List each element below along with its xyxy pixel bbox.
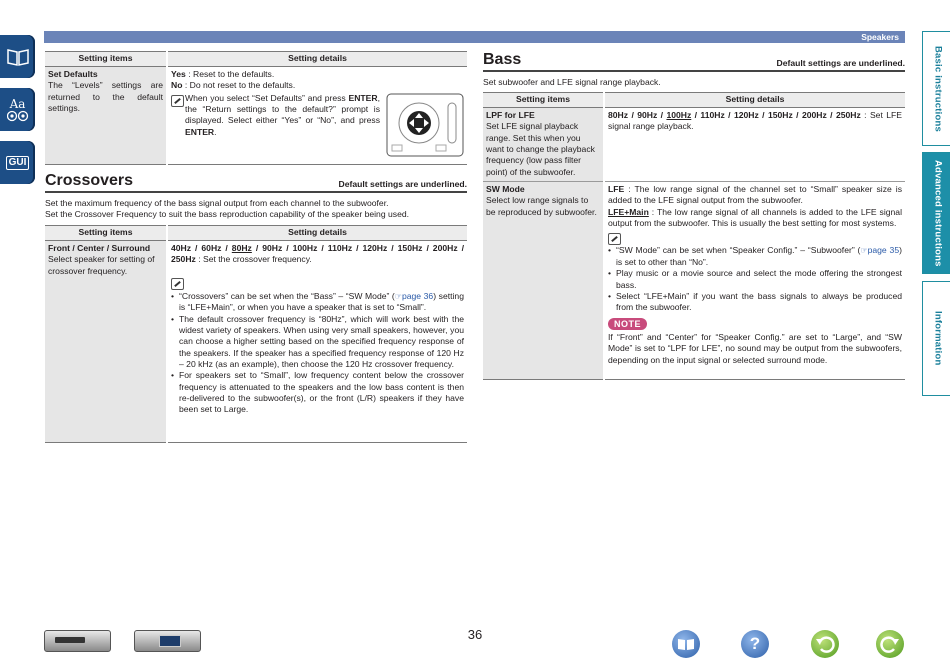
col-header: Setting items: [45, 52, 167, 67]
note-badge: NOTE: [608, 318, 647, 330]
intro-line: Set the Crossover Frequency to suit the bass reproduction capability of the speaker being used.: [45, 209, 410, 220]
list-item: • “SW Mode” can be set when “Speaker Config.” – “Subwoofer” (☞page 35) is set to other than “No”.: [608, 245, 902, 268]
manual-icon[interactable]: [672, 630, 700, 658]
default-note: Default settings are underlined.: [338, 178, 467, 189]
option-yes: Yes : Reset to the defaults.: [171, 69, 275, 79]
list-item: • Select “LFE+Main” if you want the bass signals to always be produced from the subwoofer.: [608, 291, 902, 314]
note-text: If “Front” and “Center” for “Speaker Config.” are set to “Large”, and “SW Mode” is set to “LPF for LFE”, no sound may be output from the subwoofers, depending on the input signal or selected surround mode.: [608, 332, 902, 365]
tab-information[interactable]: [922, 281, 950, 396]
tips-list: [171, 291, 464, 416]
list-item: • For speakers set to “Small”, low frequency content below the crossover frequency is attenuated to the speakers and the low bass content is then re-delivered to the subwoofer(s), or the front (L/R) speakers if they have been set to Large.: [171, 370, 464, 415]
reference-icon: ☞: [394, 291, 402, 301]
item-desc: Select speaker for setting of crossover frequency.: [48, 254, 155, 276]
col-header: Setting items: [483, 93, 604, 108]
crossovers-heading: [45, 172, 467, 193]
back-icon[interactable]: [811, 630, 839, 658]
item-desc: The “Levels” settings are returned to the default settings.: [48, 80, 163, 114]
list-item: • The default crossover frequency is “80Hz”, which will work best with the widest variety of speakers. When using very small speakers, however, you can choose a higher setting based on the specified frequency response of the speakers. If the speaker has a specified frequency response of 120 Hz – 20 kHz (as an example), then choose the 120 Hz crossover frequency.: [171, 314, 464, 371]
tips-list: [608, 245, 902, 313]
col-header: Setting details: [167, 226, 467, 241]
tab-label: Information: [932, 311, 944, 366]
page-link[interactable]: ☞page 36: [394, 290, 434, 301]
item-desc: Set LFE signal playback range. Set this when you want to change the playback frequency (low pass filter point) of the subwoofer.: [486, 121, 595, 177]
bass-heading: [483, 51, 905, 72]
lpf-options: 80Hz / 90Hz / 100Hz / 110Hz / 120Hz / 150Hz / 200Hz / 250Hz : Set LFE signal range playback.: [608, 110, 902, 132]
col-header: Setting details: [604, 93, 905, 108]
book-icon[interactable]: [0, 35, 35, 78]
list-item: • “Crossovers” can be set when the “Bass” – “SW Mode” (☞page 36) setting is “LFE+Main”, or when you have a speaker that is set to “Small”.: [171, 291, 464, 314]
tip-pencil-icon: [171, 95, 184, 107]
item-title: Set Defaults: [48, 69, 98, 79]
page-link[interactable]: ☞page 35: [860, 245, 900, 256]
option-lfe: LFE : The low range signal of the channel set to “Small” speaker size is added to the LFE signal output from the subwoofer.: [608, 184, 902, 206]
tab-label: Advanced instructions: [932, 159, 944, 267]
bass-table: [483, 92, 905, 380]
tip-text: When you select “Set Defaults” and press ENTER, the “Return settings to the default?” prompt is displayed. Select either “Yes” or “No”, and press ENTER.: [171, 93, 380, 160]
receiver-display-icon[interactable]: [134, 630, 201, 652]
intro-line: Set the maximum frequency of the bass signal output from each channel to the subwoofer.: [45, 198, 389, 208]
item-title: LPF for LFE: [486, 110, 535, 120]
aa-speaker-icon[interactable]: Aa: [0, 88, 35, 131]
reference-icon: ☞: [860, 246, 868, 256]
default-note: Default settings are underlined.: [776, 57, 905, 68]
crossovers-intro: [45, 198, 467, 221]
tab-advanced-instructions[interactable]: [922, 152, 950, 274]
section-title: Speakers: [861, 32, 899, 42]
gui-icon[interactable]: GUI: [0, 141, 35, 184]
tab-label: Basic instructions: [932, 45, 944, 132]
list-item: • Play music or a movie source and select the mode offering the strongest bass.: [608, 268, 902, 291]
forward-icon[interactable]: [876, 630, 904, 658]
item-desc: Select low range signals to be reproduced by subwoofer.: [486, 195, 597, 217]
option-lfe-main: LFE+Main : The low range signal of all channels is added to the LFE signal output from the subwoofer. This is usually the best setting for most systems.: [608, 206, 902, 229]
section-title: Bass: [483, 51, 522, 68]
item-title: SW Mode: [486, 184, 525, 195]
col-header: Setting details: [167, 52, 467, 67]
page-number: 36: [467, 627, 483, 642]
bass-intro: Set subwoofer and LFE signal range playback.: [483, 77, 661, 87]
receiver-front-icon[interactable]: [44, 630, 111, 652]
frequency-options: 40Hz / 60Hz / 80Hz / 90Hz / 100Hz / 110Hz / 120Hz / 150Hz / 200Hz / 250Hz : Set the crossover frequency.: [171, 243, 465, 265]
tip-pencil-icon: [171, 278, 184, 290]
section-title: Crossovers: [45, 172, 134, 189]
section-header-bar: [44, 31, 905, 43]
set-defaults-table: [45, 51, 467, 165]
tip-pencil-icon: [608, 233, 621, 245]
remote-control-illustration: [386, 93, 464, 160]
help-icon[interactable]: ?: [741, 630, 769, 658]
item-title: Front / Center / Surround: [48, 243, 151, 253]
option-no: No : Do not reset to the defaults.: [171, 80, 296, 91]
col-header: Setting items: [45, 226, 167, 241]
tab-basic-instructions[interactable]: [922, 31, 950, 146]
crossovers-table: [45, 225, 467, 443]
